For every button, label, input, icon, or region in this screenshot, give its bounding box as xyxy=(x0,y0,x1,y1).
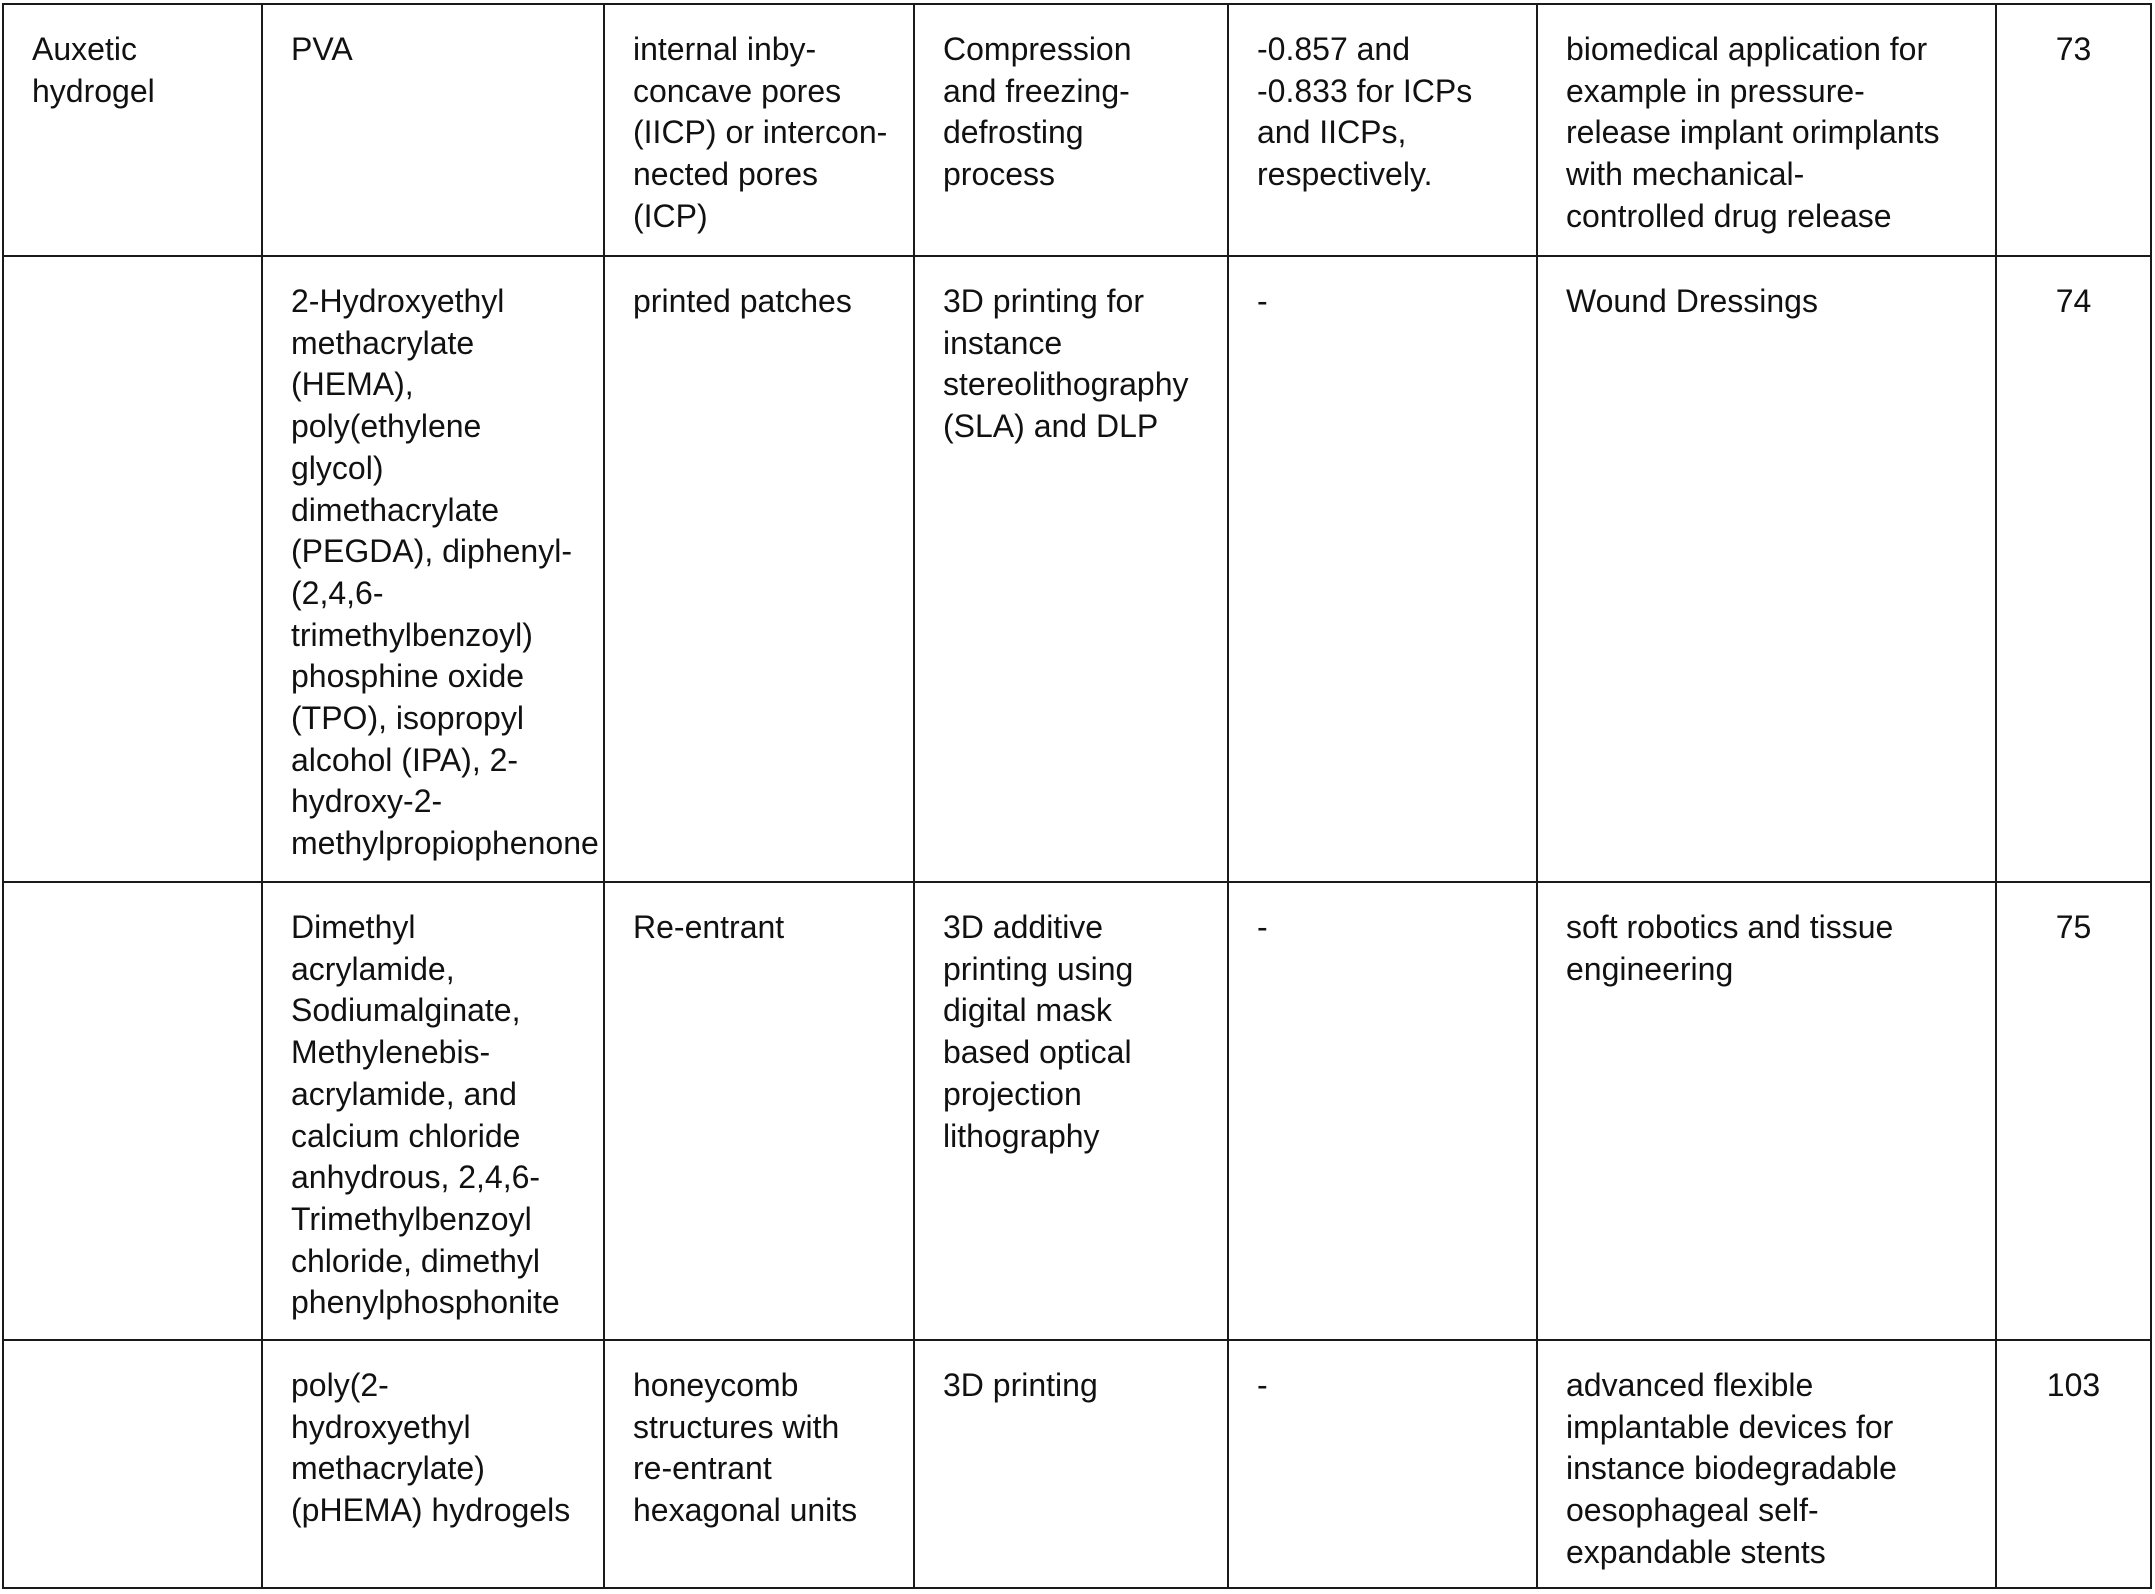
cell-reference: 103 xyxy=(1996,1340,2151,1588)
cell-reference: 73 xyxy=(1996,4,2151,256)
table-row xyxy=(3,256,2151,882)
cell-fabrication: Compression and freezing- defrosting process xyxy=(914,4,1228,256)
cell-poisson-ratio: - xyxy=(1228,256,1537,882)
cell-category xyxy=(3,882,262,1340)
cell-category xyxy=(3,1340,262,1588)
table-row xyxy=(3,4,2151,256)
cell-fabrication: 3D printing xyxy=(914,1340,1228,1588)
cell-materials: 2-Hydroxyethyl methacrylate (HEMA), poly(ethylene glycol) dimethacrylate (PEGDA), diphenyl- (2,4,6- trimethylbenzoyl) phosphine oxide (TPO), isopropyl alcohol (IPA), 2- hydroxy-2- methylpropiophenone xyxy=(262,256,604,882)
cell-poisson-ratio: - xyxy=(1228,882,1537,1340)
cell-category xyxy=(3,256,262,882)
cell-materials: Dimethyl acrylamide, Sodiumalginate, Methylenebis- acrylamide, and calcium chloride anhydrous, 2,4,6- Trimethylbenzoyl chloride, dimethyl phenylphosphonite xyxy=(262,882,604,1340)
cell-application: Wound Dressings xyxy=(1537,256,1996,882)
cell-poisson-ratio: - xyxy=(1228,1340,1537,1588)
cell-application: advanced flexible implantable devices for instance biodegradable oesophageal self- expandable stents xyxy=(1537,1340,1996,1588)
cell-fabrication: 3D additive printing using digital mask based optical projection lithography xyxy=(914,882,1228,1340)
cell-application: biomedical application for example in pressure- release implant orimplants with mechanical- controlled drug release xyxy=(1537,4,1996,256)
cell-poisson-ratio: -0.857 and -0.833 for ICPs and IICPs, respectively. xyxy=(1228,4,1537,256)
cell-category: Auxetic hydrogel xyxy=(3,4,262,256)
table-row xyxy=(3,1340,2151,1588)
cell-application: soft robotics and tissue engineering xyxy=(1537,882,1996,1340)
cell-structure: internal inby- concave pores (IICP) or intercon- nected pores (ICP) xyxy=(604,4,914,256)
cell-structure: honeycomb structures with re-entrant hexagonal units xyxy=(604,1340,914,1588)
cell-fabrication: 3D printing for instance stereolithography (SLA) and DLP xyxy=(914,256,1228,882)
cell-structure: Re-entrant xyxy=(604,882,914,1340)
data-table xyxy=(2,3,2152,1589)
cell-structure: printed patches xyxy=(604,256,914,882)
table-row xyxy=(3,882,2151,1340)
cell-reference: 75 xyxy=(1996,882,2151,1340)
cell-reference: 74 xyxy=(1996,256,2151,882)
cell-materials: PVA xyxy=(262,4,604,256)
cell-materials: poly(2- hydroxyethyl methacrylate) (pHEMA) hydrogels xyxy=(262,1340,604,1588)
